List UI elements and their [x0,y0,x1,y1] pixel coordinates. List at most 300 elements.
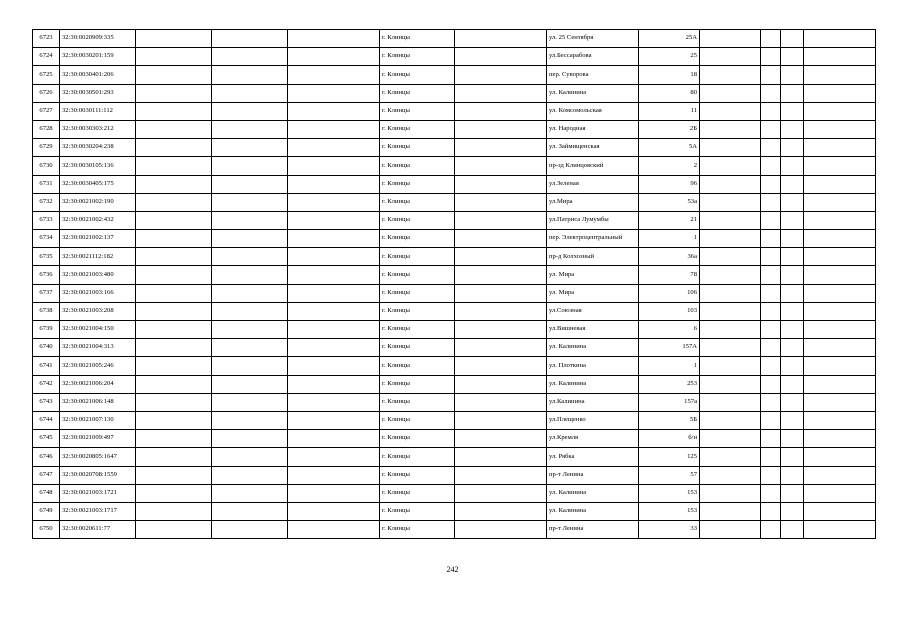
table-row [33,448,876,466]
empty-cell [136,393,212,411]
table-row [33,193,876,211]
empty-cell [781,120,804,138]
empty-cell [781,84,804,102]
city-cell: г. Клинцы [380,357,455,375]
empty-cell [781,157,804,175]
row-number-cell: 6733 [33,211,60,229]
empty-cell [761,466,781,484]
row-number-cell: 6730 [33,157,60,175]
table-row [33,393,876,411]
empty-cell [700,175,761,193]
empty-cell [700,502,761,520]
city-cell: г. Клинцы [380,48,455,66]
empty-cell [804,284,876,302]
row-number-cell: 6741 [33,357,60,375]
empty-cell [288,248,380,266]
cadastral-number-cell: 32:30:0021006:148 [60,393,136,411]
page-number: 242 [446,565,459,574]
house-number-cell: 153 [639,502,700,520]
cadastral-number-cell: 32:30:0021004:150 [60,321,136,339]
table-row [33,321,876,339]
empty-cell [136,230,212,248]
cadastral-number-cell: 32:30:0021007:130 [60,411,136,429]
row-number-cell: 6735 [33,248,60,266]
empty-cell [804,175,876,193]
empty-cell [804,393,876,411]
cadastral-number-cell: 32:30:0020708:1559 [60,466,136,484]
row-number-cell: 6726 [33,84,60,102]
empty-cell [136,375,212,393]
empty-cell [212,502,288,520]
empty-cell [212,48,288,66]
empty-cell [136,248,212,266]
row-number-cell: 6738 [33,302,60,320]
cadastral-number-cell: 32:30:0030111:112 [60,102,136,120]
street-cell: ул. Калинина [547,484,639,502]
empty-cell [455,157,547,175]
empty-cell [781,339,804,357]
city-cell: г. Клинцы [380,393,455,411]
empty-cell [455,411,547,429]
empty-cell [781,430,804,448]
empty-cell [212,375,288,393]
street-cell: ул.Калинина [547,393,639,411]
empty-cell [212,466,288,484]
street-cell: ул. Комсомольская [547,102,639,120]
city-cell: г. Клинцы [380,66,455,84]
house-number-cell: 5А [639,139,700,157]
street-cell: пр-зд Клинцовский [547,157,639,175]
empty-cell [136,339,212,357]
empty-cell [761,120,781,138]
row-number-cell: 6739 [33,321,60,339]
empty-cell [455,48,547,66]
empty-cell [700,357,761,375]
empty-cell [761,339,781,357]
cadastral-number-cell: 32:30:0021004:313 [60,339,136,357]
row-number-cell: 6737 [33,284,60,302]
empty-cell [455,248,547,266]
city-cell: г. Клинцы [380,157,455,175]
empty-cell [804,357,876,375]
empty-cell [781,321,804,339]
empty-cell [136,411,212,429]
empty-cell [136,175,212,193]
cadastral-number-cell: 32:30:0030204:238 [60,139,136,157]
house-number-cell: 1 [639,357,700,375]
empty-cell [212,266,288,284]
empty-cell [804,484,876,502]
empty-cell [288,193,380,211]
empty-cell [761,66,781,84]
city-cell: г. Клинцы [380,339,455,357]
house-number-cell: 96 [639,175,700,193]
empty-cell [700,284,761,302]
street-cell: ул. Плоткина [547,357,639,375]
house-number-cell: 11 [639,102,700,120]
empty-cell [761,284,781,302]
empty-cell [455,484,547,502]
empty-cell [804,466,876,484]
house-number-cell: 53а [639,193,700,211]
cadastral-number-cell: 32:30:0030201:159 [60,48,136,66]
empty-cell [136,48,212,66]
empty-cell [761,157,781,175]
empty-cell [136,84,212,102]
empty-cell [761,175,781,193]
city-cell: г. Клинцы [380,430,455,448]
house-number-cell: 57 [639,466,700,484]
empty-cell [700,30,761,48]
row-number-cell: 6743 [33,393,60,411]
street-cell: ул.Патриса Лумумбы [547,211,639,229]
empty-cell [212,393,288,411]
empty-cell [212,248,288,266]
empty-cell [136,321,212,339]
empty-cell [781,102,804,120]
cadastral-number-cell: 32:30:0020611:77 [60,521,136,539]
house-number-cell: б/н [639,430,700,448]
empty-cell [761,139,781,157]
empty-cell [761,48,781,66]
table-row [33,502,876,520]
row-number-cell: 6728 [33,120,60,138]
table-row [33,102,876,120]
city-cell: г. Клинцы [380,120,455,138]
empty-cell [288,157,380,175]
empty-cell [288,211,380,229]
empty-cell [781,375,804,393]
table-row [33,30,876,48]
empty-cell [804,66,876,84]
empty-cell [288,321,380,339]
row-number-cell: 6749 [33,502,60,520]
empty-cell [212,139,288,157]
empty-cell [288,284,380,302]
city-cell: г. Клинцы [380,302,455,320]
empty-cell [781,193,804,211]
empty-cell [136,102,212,120]
empty-cell [288,411,380,429]
empty-cell [455,120,547,138]
empty-cell [804,84,876,102]
street-cell: ул. Мира [547,266,639,284]
empty-cell [700,375,761,393]
empty-cell [804,302,876,320]
empty-cell [288,375,380,393]
empty-cell [288,357,380,375]
empty-cell [761,393,781,411]
empty-cell [700,321,761,339]
empty-cell [700,266,761,284]
empty-cell [455,84,547,102]
street-cell: пр-т Ленина [547,466,639,484]
row-number-cell: 6750 [33,521,60,539]
row-number-cell: 6742 [33,375,60,393]
empty-cell [700,193,761,211]
empty-cell [804,248,876,266]
table-row [33,248,876,266]
empty-cell [804,193,876,211]
empty-cell [136,484,212,502]
table-row [33,66,876,84]
empty-cell [288,430,380,448]
table-row [33,466,876,484]
city-cell: г. Клинцы [380,321,455,339]
city-cell: г. Клинцы [380,502,455,520]
empty-cell [700,466,761,484]
empty-cell [761,502,781,520]
empty-cell [781,248,804,266]
empty-cell [455,193,547,211]
house-number-cell: 125 [639,448,700,466]
empty-cell [804,120,876,138]
empty-cell [700,448,761,466]
empty-cell [804,230,876,248]
empty-cell [455,375,547,393]
empty-cell [761,102,781,120]
street-cell: ул. Калинина [547,502,639,520]
city-cell: г. Клинцы [380,175,455,193]
empty-cell [781,521,804,539]
city-cell: г. Клинцы [380,211,455,229]
empty-cell [288,66,380,84]
street-cell: пр-д Колхозный [547,248,639,266]
empty-cell [288,48,380,66]
city-cell: г. Клинцы [380,484,455,502]
house-number-cell: 153 [639,484,700,502]
empty-cell [212,30,288,48]
city-cell: г. Клинцы [380,448,455,466]
empty-cell [288,30,380,48]
empty-cell [804,157,876,175]
city-cell: г. Клинцы [380,411,455,429]
cadastral-number-cell: 32:30:0021112:182 [60,248,136,266]
empty-cell [136,139,212,157]
empty-cell [700,157,761,175]
empty-cell [136,66,212,84]
street-cell: ул. Народная [547,120,639,138]
row-number-cell: 6724 [33,48,60,66]
empty-cell [288,139,380,157]
empty-cell [804,430,876,448]
city-cell: г. Клинцы [380,30,455,48]
street-cell: ул. Мира [547,284,639,302]
house-number-cell: 157а [639,393,700,411]
cadastral-number-cell: 32:30:0030501:293 [60,84,136,102]
empty-cell [288,466,380,484]
empty-cell [804,48,876,66]
house-number-cell: 2Б [639,120,700,138]
empty-cell [288,393,380,411]
city-cell: г. Клинцы [380,84,455,102]
house-number-cell: 33 [639,521,700,539]
city-cell: г. Клинцы [380,466,455,484]
empty-cell [781,66,804,84]
cadastral-number-cell: 32:30:0021009:497 [60,430,136,448]
row-number-cell: 6745 [33,430,60,448]
empty-cell [288,84,380,102]
empty-cell [781,466,804,484]
empty-cell [212,411,288,429]
empty-cell [212,66,288,84]
empty-cell [212,120,288,138]
street-cell: ул. Калинина [547,375,639,393]
empty-cell [761,375,781,393]
empty-cell [804,411,876,429]
cadastral-number-cell: 32:30:0021006:204 [60,375,136,393]
empty-cell [700,248,761,266]
register-table [32,29,876,539]
cadastral-number-cell: 32:30:0021005:246 [60,357,136,375]
row-number-cell: 6734 [33,230,60,248]
empty-cell [700,393,761,411]
street-cell: ул.Вишневая [547,321,639,339]
table-row [33,230,876,248]
empty-cell [212,321,288,339]
empty-cell [136,266,212,284]
cadastral-number-cell: 32:30:0030105:136 [60,157,136,175]
table-row [33,120,876,138]
cadastral-number-cell: 32:30:0030303:212 [60,120,136,138]
empty-cell [136,193,212,211]
empty-cell [761,230,781,248]
house-number-cell: 6 [639,321,700,339]
table-row [33,48,876,66]
cadastral-number-cell: 32:30:0021003:1717 [60,502,136,520]
house-number-cell: 80 [639,84,700,102]
empty-cell [455,230,547,248]
house-number-cell: 25 [639,48,700,66]
street-cell: ул.Мира [547,193,639,211]
empty-cell [781,230,804,248]
empty-cell [700,102,761,120]
row-number-cell: 6725 [33,66,60,84]
empty-cell [136,157,212,175]
empty-cell [781,357,804,375]
empty-cell [136,211,212,229]
empty-cell [212,230,288,248]
house-number-cell: 5Б [639,411,700,429]
row-number-cell: 6736 [33,266,60,284]
street-cell: ул. Калинина [547,84,639,102]
empty-cell [781,139,804,157]
register-table-body [33,30,876,539]
empty-cell [700,120,761,138]
empty-cell [288,484,380,502]
house-number-cell: 1 [639,230,700,248]
street-cell: ул. Рябка [547,448,639,466]
empty-cell [781,48,804,66]
empty-cell [781,266,804,284]
table-row [33,175,876,193]
cadastral-number-cell: 32:30:0021003:480 [60,266,136,284]
empty-cell [212,484,288,502]
empty-cell [455,211,547,229]
empty-cell [455,521,547,539]
table-row [33,139,876,157]
empty-cell [455,466,547,484]
row-number-cell: 6746 [33,448,60,466]
cadastral-number-cell: 32:30:0021002:137 [60,230,136,248]
empty-cell [288,448,380,466]
row-number-cell: 6732 [33,193,60,211]
empty-cell [212,84,288,102]
street-cell: ул. 25 Сентября [547,30,639,48]
table-row [33,430,876,448]
row-number-cell: 6731 [33,175,60,193]
empty-cell [212,357,288,375]
empty-cell [136,302,212,320]
empty-cell [455,175,547,193]
empty-cell [288,120,380,138]
table-row [33,302,876,320]
empty-cell [455,339,547,357]
empty-cell [761,193,781,211]
cadastral-number-cell: 32:30:0021003:208 [60,302,136,320]
street-cell: пер. Суворова [547,66,639,84]
cadastral-number-cell: 32:30:0020909:335 [60,30,136,48]
empty-cell [761,521,781,539]
empty-cell [700,302,761,320]
street-cell: ул. Калинина [547,339,639,357]
city-cell: г. Клинцы [380,521,455,539]
table-row [33,339,876,357]
empty-cell [781,284,804,302]
empty-cell [761,448,781,466]
empty-cell [781,175,804,193]
empty-cell [761,266,781,284]
table-row [33,211,876,229]
empty-cell [455,102,547,120]
empty-cell [136,448,212,466]
house-number-cell: 157А [639,339,700,357]
empty-cell [212,521,288,539]
street-cell: ул.Бессарабова [547,48,639,66]
street-cell: ул.Зеленая [547,175,639,193]
empty-cell [288,102,380,120]
empty-cell [700,430,761,448]
empty-cell [212,157,288,175]
empty-cell [288,175,380,193]
cadastral-number-cell: 32:30:0030401:206 [60,66,136,84]
table-row [33,375,876,393]
house-number-cell: 106 [639,284,700,302]
empty-cell [761,84,781,102]
table-row [33,484,876,502]
row-number-cell: 6740 [33,339,60,357]
street-cell: ул. Займищенская [547,139,639,157]
empty-cell [804,139,876,157]
house-number-cell: 253 [639,375,700,393]
empty-cell [212,193,288,211]
empty-cell [804,102,876,120]
table-row [33,266,876,284]
empty-cell [761,321,781,339]
empty-cell [761,357,781,375]
empty-cell [212,339,288,357]
empty-cell [700,521,761,539]
cadastral-number-cell: 32:30:0021002:432 [60,211,136,229]
empty-cell [781,302,804,320]
empty-cell [781,393,804,411]
city-cell: г. Клинцы [380,248,455,266]
empty-cell [781,448,804,466]
table-row [33,357,876,375]
city-cell: г. Клинцы [380,102,455,120]
empty-cell [804,502,876,520]
city-cell: г. Клинцы [380,266,455,284]
